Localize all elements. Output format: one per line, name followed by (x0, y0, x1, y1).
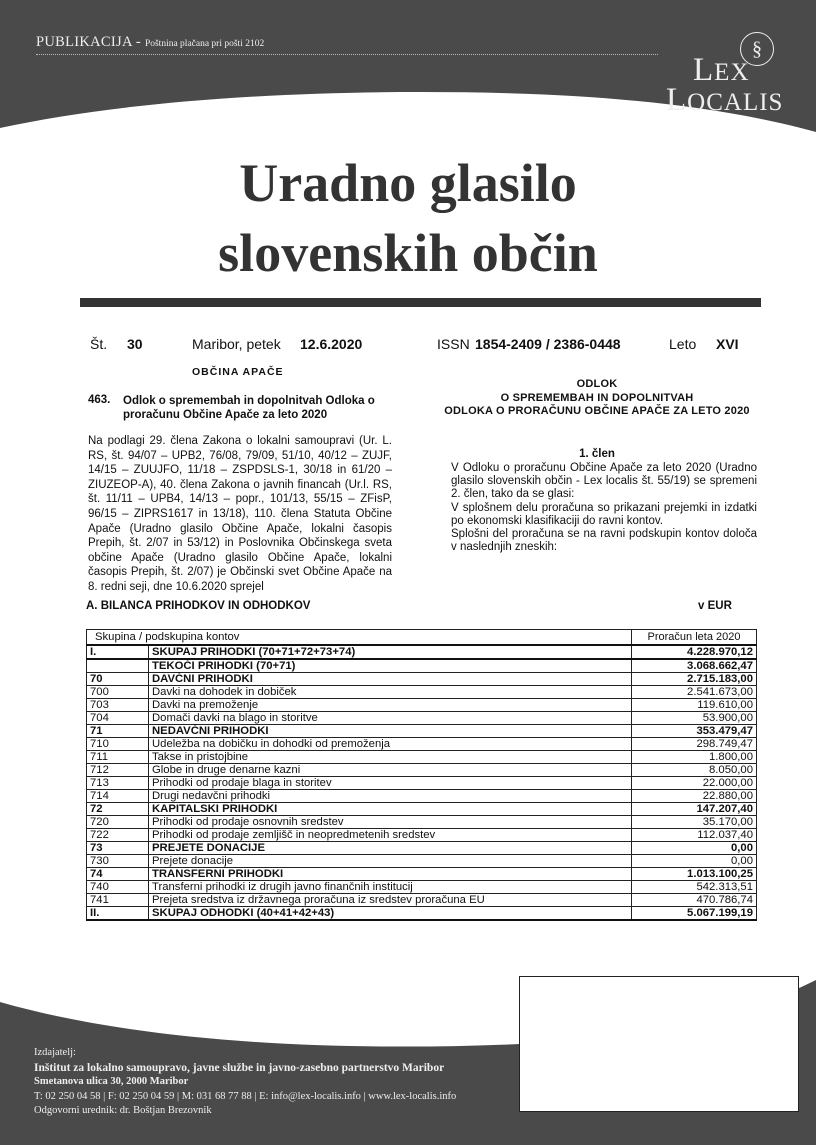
row-label: Prejeta sredstva iz državnega proračuna iz sredstev proračuna EU (149, 894, 632, 907)
row-code: 720 (87, 816, 149, 829)
row-code: 704 (87, 712, 149, 725)
row-code: 74 (87, 868, 149, 881)
act-number: 463. (88, 394, 111, 406)
row-label: Drugi nedavčni prihodki (149, 790, 632, 803)
row-code: 71 (87, 725, 149, 738)
row-amount: 3.068.662,47 (632, 659, 757, 673)
row-label: Udeležba na dobičku in dohodki od premoženja (149, 738, 632, 751)
row-amount: 119.610,00 (632, 699, 757, 712)
row-amount: 22.000,00 (632, 777, 757, 790)
row-amount: 53.900,00 (632, 712, 757, 725)
footer (34, 1046, 456, 1119)
currency-label: v EUR (698, 600, 732, 612)
row-amount: 470.786,74 (632, 894, 757, 907)
issue-date: 12.6.2020 (300, 336, 363, 352)
row-label: TEKOČI PRIHODKI (70+71) (149, 659, 632, 673)
row-label: Takse in pristojbine (149, 751, 632, 764)
decree-paragraph-1: V Odloku o proračunu Občine Apače za leto 2020 (Uradno glasilo slovenskih občin - Lex localis št. 55/19) se spremeni 2. člen, tako da se glasi: (451, 462, 757, 501)
year-label: Leto (669, 336, 697, 352)
publication-line (36, 34, 264, 51)
table-row (87, 777, 757, 790)
logo-lex: LEX (693, 52, 750, 88)
row-code: 72 (87, 803, 149, 816)
table-row (87, 712, 757, 725)
table-row (87, 842, 757, 855)
page-title-line-1: Uradno glasilo (239, 153, 577, 213)
row-amount: 147.207,40 (632, 803, 757, 816)
row-amount: 353.479,47 (632, 725, 757, 738)
row-code: 711 (87, 751, 149, 764)
issue-place-day: Maribor, petek (192, 336, 281, 352)
row-amount: 542.313,51 (632, 881, 757, 894)
table-row (87, 659, 757, 673)
table-row (87, 790, 757, 803)
decree-text (451, 462, 757, 554)
decree-paragraph-3: Splošni del proračuna se na ravni podskupin kontov določa v naslednjih zneskih: (451, 528, 757, 554)
footer-address: Smetanova ulica 30, 2000 Maribor (34, 1076, 189, 1087)
row-label: Transferni prihodki iz drugih javno finančnih institucij (149, 881, 632, 894)
municipality-heading: OBČINA APAČE (192, 366, 284, 378)
issue-number: 30 (127, 336, 143, 352)
row-amount: 1.013.100,25 (632, 868, 757, 881)
table-row (87, 855, 757, 868)
row-code: 710 (87, 738, 149, 751)
issue-number-label: Št. (90, 336, 108, 352)
publication-label: PUBLIKACIJA - (36, 34, 142, 50)
header-amount: Proračun leta 2020 (632, 630, 757, 646)
row-label: Prihodki od prodaje blaga in storitev (149, 777, 632, 790)
row-amount: 35.170,00 (632, 816, 757, 829)
row-label: Domači davki na blago in storitve (149, 712, 632, 725)
row-label: SKUPAJ PRIHODKI (70+71+72+73+74) (149, 645, 632, 659)
row-amount: 112.037,40 (632, 829, 757, 842)
header-group: Skupina / podskupina kontov (87, 630, 632, 646)
article-heading: 1. člen (579, 448, 615, 460)
table-row (87, 751, 757, 764)
row-label: NEDAVČNI PRIHODKI (149, 725, 632, 738)
row-code: 714 (87, 790, 149, 803)
row-code: 741 (87, 894, 149, 907)
row-label: TRANSFERNI PRIHODKI (149, 868, 632, 881)
row-amount: 5.067.199,19 (632, 907, 757, 921)
row-code: II. (87, 907, 149, 921)
row-code: 730 (87, 855, 149, 868)
row-amount: 8.050,00 (632, 764, 757, 777)
title-rule (80, 298, 761, 307)
row-label: Prejete donacije (149, 855, 632, 868)
row-amount: 2.715.183,00 (632, 673, 757, 686)
footer-contacts: T: 02 250 04 58 | F: 02 250 04 59 | M: 031 68 77 88 | E: info@lex-localis.info | www.lex-localis.info (34, 1090, 457, 1102)
table-row (87, 803, 757, 816)
row-code: 722 (87, 829, 149, 842)
table-row (87, 673, 757, 686)
table-row (87, 894, 757, 907)
decree-heading-3: ODLOKA O PRORAČUNU OBČINE APAČE ZA LETO 2020 (444, 405, 750, 417)
table-row (87, 725, 757, 738)
footer-editor: Odgovorni urednik: dr. Boštjan Brezovnik (34, 1105, 212, 1116)
row-label: Davki na premoženje (149, 699, 632, 712)
postage-note: Poštnina plačana pri pošti 2102 (144, 39, 265, 49)
row-label: PREJETE DONACIJE (149, 842, 632, 855)
section-title: A. BILANCA PRIHODKOV IN ODHODKOV (86, 600, 311, 612)
table-header-row (87, 630, 757, 646)
row-code: 70 (87, 673, 149, 686)
row-label: KAPITALSKI PRIHODKI (149, 803, 632, 816)
footer-publisher: Inštitut za lokalno samoupravo, javne službe in javno-zasebno partnerstvo Maribor (34, 1061, 445, 1074)
section-sign-icon: § (740, 32, 774, 66)
row-label: Prihodki od prodaje zemljišč in neopredmetenih sredstev (149, 829, 632, 842)
table-row (87, 699, 757, 712)
table-row (87, 829, 757, 842)
logo-localis: LOCALIS (666, 82, 784, 118)
row-code: 703 (87, 699, 149, 712)
table-row (87, 645, 757, 659)
issn-value: 1854-2409 / 2386-0448 (475, 336, 621, 352)
table-row (87, 868, 757, 881)
decree-heading-1: ODLOK (576, 378, 618, 390)
row-label: SKUPAJ ODHODKI (40+41+42+43) (149, 907, 632, 921)
row-code: 713 (87, 777, 149, 790)
table-row (87, 816, 757, 829)
row-amount: 4.228.970,12 (632, 645, 757, 659)
table-row (87, 907, 757, 921)
row-amount: 1.800,00 (632, 751, 757, 764)
decree-heading (437, 378, 757, 419)
decree-paragraph-2: V splošnem delu proračuna so prikazani prejemki in izdatki po ekonomski klasifikaciji do ravni kontov. (451, 501, 757, 527)
row-amount: 0,00 (632, 842, 757, 855)
row-amount: 22.880,00 (632, 790, 757, 803)
row-code: 712 (87, 764, 149, 777)
act-title: Odlok o spremembah in dopolnitvah Odloka o proračunu Občine Apače za leto 2020 (123, 395, 375, 421)
row-amount: 298.749,47 (632, 738, 757, 751)
row-code: 73 (87, 842, 149, 855)
row-label: Prihodki od prodaje osnovnih sredstev (149, 816, 632, 829)
table-row (87, 738, 757, 751)
act-intro: Na podlagi 29. člena Zakona o lokalni samoupravi (Ur. L. RS, št. 94/07 – UPB2, 76/08, 79/09, 51/10, 40/12 – ZUJF, 14/15 – ZUUJFO, 11/18 – ZSPDSLS-1, 30/18 in 61/20 – ZIUZEOP-A), 40. člena Zakona o javnih financah (Ur.l. RS, št. 11/11 – UPB4, 14/13 – popr., 101/13, 55/15 – ZFisP, 96/15 – ZIPRS1617 in 13/18), 110. člena Statuta Občine Apače (Uradno glasilo Občine Apače, lokalni časopis Prepih, št. 2/07 in 53/12) in Poslovnika Občinskega sveta občine Apače (Uradno glasilo Občine Apače, lokalni časopis Prepih, št. 2/07) je Občinski svet Občine Apače na 8. redni seji, dne 10.6.2020 sprejel (88, 435, 392, 593)
row-amount: 2.541.673,00 (632, 686, 757, 699)
issn-label: ISSN (437, 336, 470, 352)
stamp-box (519, 976, 799, 1112)
footer-publisher-label: Izdajatelj: (34, 1047, 76, 1058)
table-row (87, 686, 757, 699)
row-code: 700 (87, 686, 149, 699)
table-row (87, 881, 757, 894)
year-value: XVI (716, 336, 739, 352)
row-label: DAVČNI PRIHODKI (149, 673, 632, 686)
row-label: Davki na dohodek in dobiček (149, 686, 632, 699)
table-row (87, 764, 757, 777)
page-title-line-2: slovenskih občin (218, 223, 598, 283)
budget-table (86, 629, 757, 921)
dotted-divider (36, 54, 658, 55)
decree-heading-2: O SPREMEMBAH IN DOPOLNITVAH (500, 391, 694, 404)
row-amount: 0,00 (632, 855, 757, 868)
row-code: 740 (87, 881, 149, 894)
row-code (87, 659, 149, 673)
row-label: Globe in druge denarne kazni (149, 764, 632, 777)
row-code: I. (87, 645, 149, 659)
